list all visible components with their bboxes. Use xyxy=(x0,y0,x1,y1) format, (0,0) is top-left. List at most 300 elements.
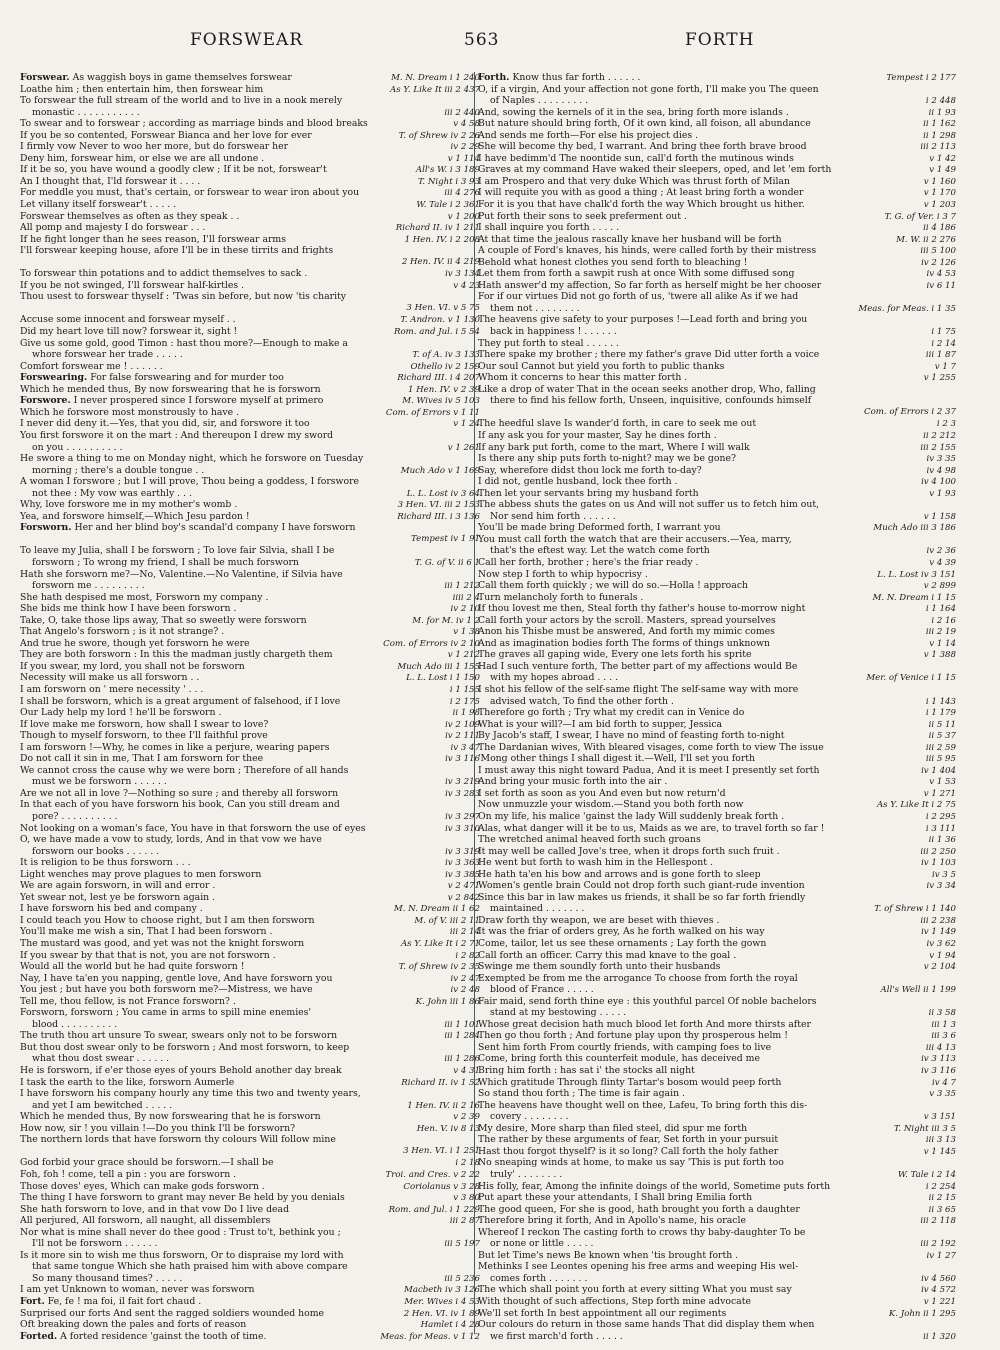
play-reference: v 2 39 xyxy=(453,1112,480,1123)
quotation-text: Deny him, forswear him, or else we are all undone . xyxy=(20,152,265,164)
play-reference: iii 2 192 xyxy=(920,1239,956,1250)
quotation-text: Would all the world but he had quite forsworn ! xyxy=(20,961,245,973)
quotation-text: Put forth their sons to seek preferment out . xyxy=(478,210,687,222)
play-reference: v 1 53 xyxy=(929,777,956,788)
quotation-text: I have bedimm'd The noontide sun, call'd forth the mutinous winds xyxy=(478,152,794,164)
concordance-line xyxy=(478,314,956,326)
headword: Fort. xyxy=(20,1295,45,1307)
quotation-text: And bring your music forth into the air . xyxy=(478,776,668,788)
quotation-text: forsworn ; To wrong my friend, I shall be much forsworn xyxy=(32,556,299,568)
concordance-line xyxy=(20,1065,480,1077)
concordance-line xyxy=(478,1250,956,1262)
concordance-line xyxy=(20,984,480,996)
play-reference: iv 3 35 xyxy=(926,454,956,465)
play-reference: M. W. ii 2 276 xyxy=(896,234,956,245)
play-reference: W. Tale i 2 361 xyxy=(416,200,480,211)
quotation-text: I am forsworn on ' mere necessity ' . . . xyxy=(20,683,204,695)
concordance-line xyxy=(20,1181,480,1193)
quotation-text: Come, tailor, let us see these ornaments ; Lay forth the gown xyxy=(478,938,767,950)
concordance-line xyxy=(478,649,956,661)
concordance-line xyxy=(20,303,480,315)
play-reference: v 4 23 xyxy=(453,280,480,291)
concordance-line xyxy=(20,823,480,835)
play-reference: iii 1 286 xyxy=(444,1054,480,1065)
concordance-line xyxy=(20,395,480,407)
quotation-text: truly' . . . . . . . . xyxy=(490,1168,563,1180)
quotation-text: Comfort forswear me ! . . . . . . xyxy=(20,360,163,372)
quotation-text: Is there any ship puts forth to-night? may we be gone? xyxy=(478,453,736,465)
quotation-text: Those doves' eyes, Which can make gods forsworn . xyxy=(20,1180,265,1192)
quotation-text: The heavens give safety to your purposes !—Lead forth and bring you xyxy=(478,314,808,326)
quotation-text: And, sowing the kernels of it in the sea, bring forth more islands . xyxy=(478,106,789,118)
concordance-line xyxy=(478,1169,956,1181)
quotation-text: I have forsworn his company hourly any time this two and twenty years, xyxy=(20,1088,361,1100)
concordance-line xyxy=(478,730,956,742)
quotation-text: blood . . . . . . . . . . xyxy=(32,1018,118,1030)
play-reference: K. John iii 1 86 xyxy=(415,996,480,1007)
quotation-text: Then go thou forth ; And fortune play upon thy prosperous helm ! xyxy=(478,1030,788,1042)
play-reference: v 1 255 xyxy=(923,373,956,384)
concordance-line xyxy=(478,696,956,708)
concordance-line xyxy=(20,1077,480,1089)
play-reference: ii 5 37 xyxy=(928,731,956,742)
quotation-text: And as imagination bodies forth The forms of things unknown xyxy=(478,637,770,649)
play-reference: iv 3 385 xyxy=(445,869,480,880)
play-reference: v 1 212 xyxy=(447,650,480,661)
play-reference: iv 2 29 xyxy=(450,142,480,153)
quotation-text: forsworn me . . . . . . . . . xyxy=(32,580,145,592)
concordance-line xyxy=(478,361,956,373)
quotation-text: All perjured, All forsworn, all naught, all dissemblers xyxy=(20,1215,271,1227)
quotation-text: In that each of you have forsworn his book, Can you still dream and xyxy=(20,799,340,811)
quotation-text: Surprised our forts And sent the ragged soldiers wounded home xyxy=(20,1307,325,1319)
page-number: 563 xyxy=(464,30,500,50)
quotation-text: Behold what honest clothes you send forth to bleaching ! xyxy=(478,256,748,268)
concordance-line xyxy=(478,719,956,731)
concordance-line xyxy=(20,742,480,754)
concordance-line xyxy=(20,672,480,684)
play-reference: M. Wives iv 5 103 xyxy=(402,396,480,407)
play-reference: M. N. Dream i 1 15 xyxy=(872,592,956,603)
play-reference: 2 Hen. IV. ii 4 219 xyxy=(401,256,480,267)
concordance-line xyxy=(20,638,480,650)
quotation-text: Therefore bring it forth, And in Apollo's name, his oracle xyxy=(478,1215,746,1227)
quotation-text: maintained . . . . . . . xyxy=(490,903,585,915)
quotation-text: You'll be made bring Deformed forth, I warrant you xyxy=(478,522,721,534)
play-reference: i 1 143 xyxy=(925,696,956,707)
quotation-text: 'Mong other things I shall digest it.—Well, I'll set you forth xyxy=(478,753,756,765)
concordance-line xyxy=(478,418,956,430)
play-reference: iv 2 36 xyxy=(926,546,956,557)
play-reference: Mer. of Venice i 1 15 xyxy=(866,673,956,684)
concordance-line xyxy=(478,580,956,592)
play-reference: v 4 39 xyxy=(929,557,956,568)
play-reference: iii 5 236 xyxy=(444,1273,480,1284)
concordance-line xyxy=(20,107,480,119)
play-reference: iv 4 7 xyxy=(931,1077,956,1088)
quotation-text: I set forth as soon as you And even but now return'd xyxy=(478,787,726,799)
quotation-text: Thou usest to forswear thyself : 'Twas sin before, but now 'tis charity xyxy=(20,291,347,303)
play-reference: Coriolanus v 3 28 xyxy=(403,1181,480,1192)
quotation-text: I will requite you with as good a thing ; At least bring forth a wonder xyxy=(478,187,804,199)
quotation-text: The thing I have forsworn to grant may never Be held by you denials xyxy=(20,1192,345,1204)
quotation-text: To leave my Julia, shall I be forsworn ; To love fair Silvia, shall I be xyxy=(20,545,335,557)
quotation-text: I am Prospero and that very duke Which was thrust forth of Milan xyxy=(478,175,790,187)
quotation-text: Let them from forth a sawpit rush at once With some diffused song xyxy=(478,268,795,280)
concordance-line xyxy=(478,880,956,892)
quotation-text: For if our virtues Did not go forth of us, 'twere all alike As if we had xyxy=(478,291,799,303)
concordance-line xyxy=(478,788,956,800)
quotation-text: God forbid your grace should be forsworn.—I shall be xyxy=(20,1157,274,1169)
quotation-text: The mustard was good, and yet was not the knight forsworn xyxy=(20,938,305,950)
quotation-text: If thou lovest me then, Steal forth thy father's house to-morrow night xyxy=(478,603,806,615)
quotation-text: I firmly vow Never to woo her more, but do forswear her xyxy=(20,141,289,153)
play-reference: v 1 42 xyxy=(929,153,956,164)
concordance-line xyxy=(478,280,956,292)
concordance-line xyxy=(478,765,956,777)
quotation-text: that's the eftest way. Let the watch come forth xyxy=(490,545,710,557)
quotation-text: The graves all gaping wide, Every one lets forth his sprite xyxy=(478,649,752,661)
quotation-text: Call her forth, brother ; here's the friar ready . xyxy=(478,556,699,568)
concordance-line xyxy=(478,892,956,904)
play-reference: i 2 82 xyxy=(455,950,480,961)
quotation-text: Like a drop of water That in the ocean seeks another drop, Who, falling xyxy=(478,383,816,395)
concordance-line xyxy=(478,453,956,465)
quotation-text: I did not, gentle husband, lock thee forth . xyxy=(478,476,678,488)
concordance-line xyxy=(20,453,480,465)
concordance-line xyxy=(20,1019,480,1031)
concordance-line xyxy=(20,1261,480,1273)
quotation-text: She hath despised me most, Forsworn my company . xyxy=(20,591,269,603)
play-reference: Tempest i 2 177 xyxy=(886,73,956,83)
play-reference: As Y. Like It i 2 75 xyxy=(876,800,956,811)
play-reference: v 1 49 xyxy=(929,165,956,176)
play-reference: iii 2 250 xyxy=(920,846,956,857)
concordance-line xyxy=(20,834,480,846)
quotation-text: A couple of Ford's knaves, his hinds, were called forth by their mistress xyxy=(478,245,817,257)
play-reference: iii 1 101 xyxy=(444,1019,480,1030)
play-reference: iii 4 13 xyxy=(925,1042,956,1053)
quotation-text: For meddle you must, that's certain, or forswear to wear iron about you xyxy=(20,187,360,199)
concordance-line xyxy=(478,1331,956,1343)
concordance-line xyxy=(20,1146,480,1158)
play-reference: i 3 111 xyxy=(925,823,956,834)
quotation-text: Which he mended thus, By now forswearing that he is forsworn xyxy=(20,1111,321,1123)
concordance-line xyxy=(478,234,956,246)
play-reference: iii 1 3 xyxy=(931,1019,956,1030)
headword: Forsworn. xyxy=(20,522,72,534)
play-reference: iii 2 238 xyxy=(920,915,956,926)
quotation-text: Which he forswore most monstrously to have . xyxy=(20,406,240,418)
concordance-line xyxy=(478,1157,956,1169)
concordance-line xyxy=(478,742,956,754)
quotation-text: I must away this night toward Padua, And it is meet I presently set forth xyxy=(478,764,820,776)
concordance-line xyxy=(478,141,956,153)
concordance-line xyxy=(20,973,480,985)
quotation-text: I shall be forsworn, which is a great argument of falsehood, if I love xyxy=(20,695,341,707)
play-reference: As Y. Like It iii 2 437 xyxy=(389,84,480,95)
quotation-text: You'll make me wish a sin, That I had been forsworn . xyxy=(20,926,273,938)
concordance-line xyxy=(20,1088,480,1100)
play-reference: v 3 80 xyxy=(453,1193,480,1204)
quotation-text: It was the friar of orders grey, As he forth walked on his way xyxy=(478,926,765,938)
concordance-line xyxy=(478,222,956,234)
play-reference: iv 4 572 xyxy=(921,1285,956,1296)
concordance-line xyxy=(478,1100,956,1112)
concordance-line xyxy=(478,372,956,384)
concordance-line xyxy=(478,107,956,119)
play-reference: iii 5 197 xyxy=(444,1239,480,1250)
concordance-line xyxy=(20,476,480,488)
concordance-line xyxy=(20,280,480,292)
quotation-text: comes forth . . . . . . . xyxy=(490,1272,588,1284)
play-reference: T. of Shrew iv 2 35 xyxy=(398,962,480,973)
quotation-text: I shall inquire you forth . . . . . xyxy=(478,222,620,234)
quotation-text: They are both forsworn : In this the madman justly chargeth them xyxy=(20,649,333,661)
concordance-line xyxy=(478,545,956,557)
quotation-text: pore? . . . . . . . . . . xyxy=(32,811,118,822)
quotation-text: Say, wherefore didst thou lock me forth to-day? xyxy=(478,464,702,476)
concordance-line xyxy=(20,857,480,869)
play-reference: Hen. V. iv 8 13 xyxy=(416,1123,480,1134)
concordance-line xyxy=(20,1007,480,1019)
concordance-line xyxy=(478,407,956,419)
play-reference: M. N. Dream ii 1 62 xyxy=(393,904,480,915)
play-reference: iii 3 6 xyxy=(931,1031,956,1042)
quotation-text: that same tongue Which she hath praised him with above compare xyxy=(32,1261,348,1273)
concordance-line xyxy=(20,1134,480,1146)
quotation-text: Had I such venture forth, The better part of my affections would Be xyxy=(478,660,798,672)
quotation-text: I have forsworn his bed and company . xyxy=(20,903,203,915)
quotation-text: You first forswore it on the mart : And thereupon I drew my sword xyxy=(20,429,334,441)
quotation-text: Why, love forswore me in my mother's womb . xyxy=(20,499,238,511)
concordance-line xyxy=(20,361,480,373)
concordance-line xyxy=(478,1088,956,1100)
play-reference: L. L. Lost iv 3 64 xyxy=(406,488,480,499)
quotation-text: Yet swear not, lest ye be forsworn again . xyxy=(20,891,216,903)
play-reference: iii 3 13 xyxy=(925,1135,956,1146)
quotation-text: If it be so, you have wound a goodly clew ; If it be not, forswear't xyxy=(20,164,327,176)
concordance-line xyxy=(20,430,480,442)
quotation-text: We cannot cross the cause why we were born ; Therefore of all hands xyxy=(20,764,349,776)
quotation-text: I'll forswear keeping house, afore I'll be in these tirrits and frights xyxy=(20,245,334,257)
play-reference: ii 1 98 xyxy=(452,708,480,719)
play-reference: ii 1 320 xyxy=(923,1331,956,1342)
concordance-line xyxy=(478,1308,956,1320)
play-reference: iv 6 11 xyxy=(926,280,956,291)
play-reference: Much Ado v 1 169 xyxy=(400,465,480,476)
quotation-text: Is it more sin to wish me thus forsworn, Or to dispraise my lord with xyxy=(20,1249,344,1261)
concordance-line xyxy=(20,1204,480,1216)
concordance-line xyxy=(20,1331,480,1343)
concordance-line xyxy=(20,338,480,350)
play-reference: Meas. for Meas. i 1 35 xyxy=(858,303,956,314)
concordance-line xyxy=(478,776,956,788)
quotation-text: Therefore go forth ; Try what my credit can in Venice do xyxy=(478,707,745,719)
play-reference: ii 1 298 xyxy=(923,130,956,141)
concordance-line xyxy=(478,153,956,165)
play-reference: All's W. i 3 189 xyxy=(415,165,480,176)
quotation-text: There spake my brother ; there my father's grave Did utter forth a voice xyxy=(478,349,820,361)
concordance-line xyxy=(20,950,480,962)
concordance-line xyxy=(20,765,480,777)
play-reference: iv 2 111 xyxy=(445,731,480,742)
concordance-line xyxy=(478,834,956,846)
concordance-line xyxy=(478,926,956,938)
quotation-text: Exempted be from me the arrogance To choose from forth the royal xyxy=(478,972,798,984)
concordance-line xyxy=(478,950,956,962)
quotation-text: But let Time's news Be known when 'tis brought forth . xyxy=(478,1249,739,1261)
play-reference: iv 2 47 xyxy=(450,973,480,984)
quotation-text: She hath forsworn to love, and in that vow Do I live dead xyxy=(20,1203,290,1215)
quotation-text: back in happiness ! . . . . . . xyxy=(490,326,617,338)
play-reference: v 4 31 xyxy=(453,1066,480,1077)
play-reference: i 2 254 xyxy=(925,1181,956,1192)
concordance-line xyxy=(478,823,956,835)
running-head-left: FORSWEAR xyxy=(190,30,304,50)
play-reference: iii 2 440 xyxy=(444,107,480,118)
concordance-line xyxy=(478,638,956,650)
concordance-line xyxy=(20,661,480,673)
concordance-line xyxy=(20,592,480,604)
concordance-line xyxy=(20,349,480,361)
quotation-text: Our soul Cannot but yield you forth to public thanks xyxy=(478,360,725,372)
play-reference: 2 Hen. VI. iv 1 89 xyxy=(403,1308,480,1319)
concordance-line xyxy=(478,488,956,500)
concordance-line xyxy=(20,314,480,326)
concordance-line xyxy=(20,938,480,950)
concordance-line xyxy=(20,141,480,153)
concordance-line xyxy=(478,1284,956,1296)
play-reference: Much Ado iii 3 186 xyxy=(873,523,956,534)
play-reference: iv 3 34 xyxy=(926,881,956,892)
left-column xyxy=(20,72,480,1342)
concordance-line xyxy=(20,1296,480,1308)
quotation-text: Hast thou forgot thyself? is it so long? Call forth the holy father xyxy=(478,1145,779,1157)
concordance-line xyxy=(478,1215,956,1227)
play-reference: T. of Shrew i 1 140 xyxy=(874,904,956,915)
play-reference: 3 Hen. VI. v 5 75 xyxy=(406,302,480,313)
play-reference: iv 3 62 xyxy=(926,939,956,950)
quotation-text: Then let your servants bring my husband forth xyxy=(478,487,699,499)
concordance-line xyxy=(20,1250,480,1262)
quotation-text: But thou dost swear only to be forsworn ; And most forsworn, to keep xyxy=(20,1041,350,1053)
play-reference: L. L. Lost i 1 150 xyxy=(406,673,480,684)
quotation-text: Yea, and forswore himself,—Which Jesu pardon ! xyxy=(20,510,250,522)
concordance-line xyxy=(20,557,480,569)
quotation-text: Do not call it sin in me, That I am forsworn for thee xyxy=(20,753,264,765)
play-reference: Much Ado iii 1 155 xyxy=(397,661,480,672)
quotation-text: Which he mended thus, By now forswearing that he is forsworn xyxy=(20,383,321,395)
concordance-line xyxy=(20,1319,480,1331)
quotation-text: Now unmuzzle your wisdom.—Stand you both forth now xyxy=(478,799,744,811)
concordance-line xyxy=(20,465,480,477)
play-reference: v 1 93 xyxy=(929,488,956,499)
concordance-line xyxy=(478,903,956,915)
quotation-text: Now step I forth to whip hypocrisy . xyxy=(478,568,648,580)
play-reference: v 1 38 xyxy=(453,627,480,638)
play-reference: Com. of Errors v 1 11 xyxy=(385,407,480,418)
play-reference: T. Night i 3 93 xyxy=(417,176,480,187)
play-reference: Mer. Wives i 4 53 xyxy=(404,1296,480,1307)
quotation-text: How now, sir ! you villain !—Do you think I'll be forsworn? xyxy=(20,1122,296,1134)
quotation-text: stand at my bestowing . . . . . xyxy=(490,1007,627,1019)
quotation-text: It is religion to be thus forsworn . . . xyxy=(20,857,191,869)
quotation-text: Foh, foh ! come, tell a pin : you are forsworn . xyxy=(20,1168,237,1180)
concordance-line xyxy=(20,164,480,176)
quotation-text: I'll not be forsworn . . . . . . xyxy=(32,1238,158,1250)
quotation-text: Nor send him forth . . . . . . xyxy=(490,510,616,522)
quotation-text: Hath she forsworn me?—No, Valentine.—No Valentine, if Silvia have xyxy=(20,568,343,580)
play-reference: K. John ii 1 295 xyxy=(888,1308,956,1319)
quotation-text: Which gratitude Through flinty Tartar's bosom would peep forth xyxy=(478,1076,782,1088)
quotation-text: With thought of such affections, Step forth mine advocate xyxy=(478,1295,751,1307)
concordance-line xyxy=(20,719,480,731)
play-reference: iv 3 113 xyxy=(921,1054,956,1065)
play-reference: Richard II. iv 1 52 xyxy=(401,1077,480,1088)
concordance-line xyxy=(20,684,480,696)
play-reference: iv 2 10 xyxy=(450,604,480,615)
concordance-line xyxy=(478,349,956,361)
quotation-text: Turn melancholy forth to funerals . xyxy=(478,591,644,603)
quotation-text: Whereof I reckon The casting forth to crows thy baby-daughter To be xyxy=(478,1226,806,1238)
concordance-line xyxy=(20,1100,480,1112)
concordance-line xyxy=(478,938,956,950)
concordance-line xyxy=(478,257,956,269)
quotation-text: I never did deny it.—Yes, that you did, sir, and forswore it too xyxy=(20,418,310,430)
quotation-text: To forswear the full stream of the world and to live in a nook merely xyxy=(20,95,343,107)
quotation-text: Hath answer'd my affection, So far forth as herself might be her chooser xyxy=(478,279,822,291)
concordance-line xyxy=(478,1065,956,1077)
concordance-line xyxy=(20,903,480,915)
play-reference: All's Well ii 1 199 xyxy=(880,985,956,996)
quotation-text: That Angelo's forsworn ; is it not strange? . xyxy=(20,626,225,638)
concordance-line xyxy=(478,1192,956,1204)
right-column xyxy=(478,72,956,1342)
quotation-text: forsworn our books . . . . . . xyxy=(32,845,160,857)
play-reference: ii 1 162 xyxy=(923,119,956,130)
play-reference: ii 2 15 xyxy=(928,1193,956,1204)
concordance-line xyxy=(20,707,480,719)
concordance-line xyxy=(478,592,956,604)
play-reference: iv 3 319 xyxy=(445,846,480,857)
quotation-text: To swear and to forswear ; according as marriage binds and blood breaks xyxy=(20,118,368,130)
concordance-line xyxy=(478,557,956,569)
concordance-line xyxy=(20,926,480,938)
concordance-line xyxy=(20,580,480,592)
concordance-line xyxy=(478,338,956,350)
concordance-line xyxy=(20,534,480,546)
quotation-text: O, we have made a vow to study, lords, And in that vow we have xyxy=(20,834,322,846)
quotation-text: Loathe him ; then entertain him, then forswear him xyxy=(20,83,264,95)
play-reference: v 3 35 xyxy=(929,1089,956,1100)
concordance-line xyxy=(20,176,480,188)
concordance-line xyxy=(478,1042,956,1054)
concordance-line xyxy=(478,1123,956,1135)
quotation-text: Nor what is mine shall never do thee good : Trust to't, bethink you ; xyxy=(20,1226,341,1238)
concordance-line xyxy=(478,1238,956,1250)
quotation-text: whore forswear her trade . . . . . xyxy=(32,349,183,361)
concordance-line xyxy=(478,753,956,765)
play-reference: iii 4 276 xyxy=(444,188,480,199)
concordance-line xyxy=(20,1030,480,1042)
play-reference: iii 1 284 xyxy=(444,1031,480,1042)
quotation-text: Forswore. I never prospered since I forswore myself at primero xyxy=(20,395,324,407)
play-reference: Com. of Errors i 2 37 xyxy=(864,406,956,417)
quotation-text: And true he swore, though yet forsworn he were xyxy=(20,637,250,649)
quotation-text: No sneaping winds at home, to make us say 'This is put forth too xyxy=(478,1157,784,1169)
concordance-line xyxy=(478,672,956,684)
